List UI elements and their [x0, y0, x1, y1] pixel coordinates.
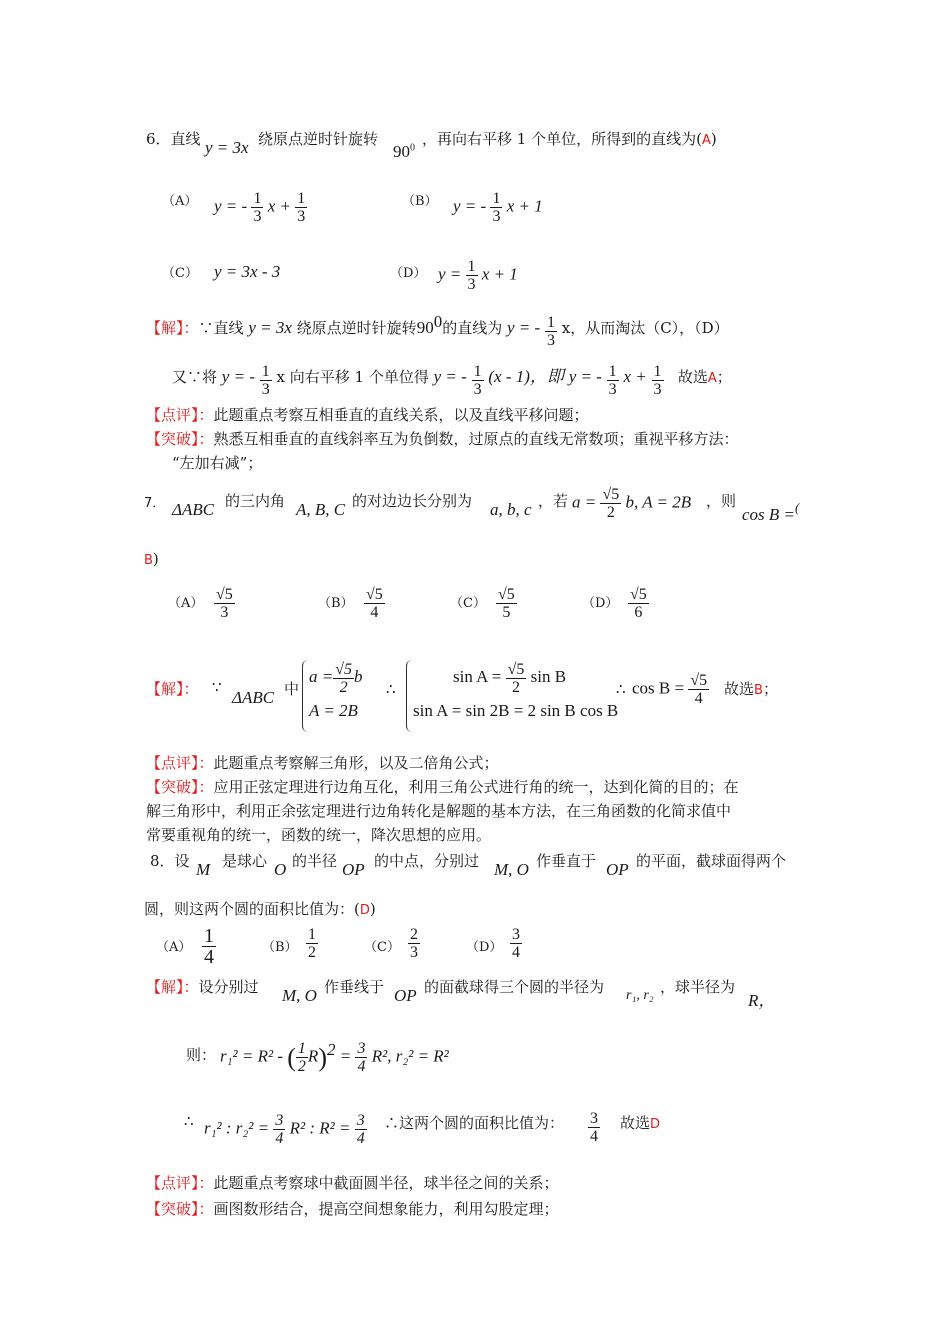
q7-option-d-label: （D） [582, 596, 619, 611]
q6-option-b: y = - $\frac{1}{3}$ x + 1 [453, 190, 543, 225]
q8-option-d: $\frac{3}{4}$ [512, 926, 520, 961]
q7-option-c: $\frac{√5}{5}$ [498, 586, 515, 621]
q8-comment: 【点评】：此题重点考察球中截面圆半径，球半径之间的关系； [146, 1174, 559, 1192]
q6-solution-line1: 【解】：∵直线 y = 3x 绕原点逆时针旋转$90^0$的直线为 y = - $\frac{1}{3}$ x，从而淘汰（C），（D） [146, 312, 729, 349]
q6-option-c: y = 3x - 3 [214, 262, 281, 281]
q7-result: cos B = $\frac{√5}{4}$ [632, 672, 708, 707]
q6-option-c-label: （C） [162, 266, 198, 281]
q8-O: O [274, 860, 287, 879]
q7-therefore: ∴ [386, 680, 396, 698]
q6-angle: $90^0$ [393, 142, 415, 161]
q8-s4: 的中点，分别过 [374, 852, 480, 870]
q7-s3: ，若 [538, 492, 569, 510]
q7-ask: cos B =( [742, 500, 800, 524]
q8-equation-1: r₁² = R² - ( $\frac{1}{2}$ R)$^2$ = $\frac{3}{4}$ R², r₂² = R² [220, 1040, 449, 1076]
q8-sol-s2: 作垂线于 [324, 978, 385, 996]
q7-system-1: a = $\frac{√5}{2}$ b A = 2B [302, 660, 363, 732]
q7-s2: 的对边边长分别为 [352, 492, 473, 510]
q7-option-a-label: （A） [168, 596, 204, 611]
q8-therefore: ∴ [184, 1112, 194, 1130]
q7-option-b: $\frac{√5}{4}$ [366, 586, 383, 621]
q6-stem-text: 直线 [170, 130, 201, 148]
q6-comment: 【点评】：此题重点考察互相垂直的直线关系，以及直线平移问题； [146, 406, 589, 424]
solution-label: 【解】 [146, 319, 184, 337]
q8-conclusion: ∴这两个圆的面积比值为： [384, 1114, 565, 1132]
q7-zhong: 中 [284, 680, 300, 698]
q7-breakthrough: 【突破】：应用正弦定理进行边角互化，利用三角公式进行角的统一，达到化简的目的；在 [146, 778, 739, 796]
q6-number: 6． [146, 130, 171, 148]
q6-stem-2: 绕原点逆时针旋转 [258, 130, 379, 148]
q8-option-a: $\frac{1}{4}$ [204, 925, 214, 968]
q7-because: ∵ [212, 678, 222, 696]
q6-solution-line2: 又∵将 y = - $\frac{1}{3}$ x 向右平移 1 个单位得 y = - $\frac{1}{3}$ (x - 1)，即 y = - $\frac{1}{3}$ x + $\frac{1}{3}$ 故选A； [172, 363, 732, 398]
q8-OP-2: OP [606, 860, 629, 879]
q6-breakthrough: 【突破】：熟悉互相垂直的直线斜率互为负倒数，过原点的直线无常数项；重视平移方法： [146, 430, 739, 448]
q8-sol-MO: M, O [282, 986, 317, 1005]
q8-solution-line1: 【解】：设分别过 [146, 978, 259, 996]
q7-condition: a = $\frac{√5}{2}$ b, A = 2B [572, 486, 692, 521]
q8-option-c: $\frac{2}{3}$ [410, 926, 418, 961]
q7-sol-triangle: ΔABC [232, 688, 275, 707]
q7-s1: 的三内角 [225, 492, 286, 510]
q6-breakthrough-2: “左加右减”； [172, 454, 263, 472]
q8-option-d-label: （D） [466, 940, 503, 955]
q7-angles: A, B, C [296, 500, 346, 519]
q8-MO: M, O [494, 860, 529, 879]
q8-conclusion-frac: $\frac{3}{4}$ [590, 1110, 598, 1145]
q8-M: M [196, 860, 211, 879]
q8-sol-s4: ，球半径为 [660, 978, 736, 996]
q8-then: 则： [186, 1046, 217, 1064]
q8-breakthrough: 【突破】：画图数形结合，提高空间想象能力，利用勾股定理； [146, 1200, 559, 1218]
q8-answer: D [359, 903, 370, 918]
q7-answer: B) [144, 550, 159, 568]
q7-sides: a, b, c [490, 500, 532, 519]
q7-number: 7． [144, 496, 166, 511]
q6-stem-3: ，再向右平移 1 个单位，所得到的直线为(A) [422, 130, 717, 148]
q6-eq: y = 3x [205, 138, 249, 157]
q7-option-b-label: （B） [318, 596, 354, 611]
q8-equation-2: r₁² : r₂² = $\frac{3}{4}$ R² : R² = $\frac{3}{4}$ [204, 1112, 365, 1147]
q6-option-a-label: （A） [162, 194, 198, 209]
q8-sol-r: r₁, r₂ [626, 988, 654, 1003]
q8-s6: 的平面，截球面得两个 [636, 852, 787, 870]
q7-breakthrough-3: 常要重视角的统一，函数的统一，降次思想的应用。 [146, 826, 492, 844]
q6-option-b-label: （B） [402, 194, 438, 209]
q7-therefore-2: ∴ [616, 680, 626, 698]
q6-option-a: y = - $\frac{1}{3}$ x + $\frac{1}{3}$ [214, 190, 306, 225]
q8-pick: 故选D [620, 1114, 661, 1132]
q8-option-b: $\frac{1}{2}$ [308, 926, 316, 961]
q8-option-b-label: （B） [262, 940, 298, 955]
q8-s3: 的半径 [292, 852, 338, 870]
q7-system-2: sin A = $\frac{√5}{2}$ sin B sin A = sin 2B = 2 sin B cos B [406, 660, 618, 732]
q8-sol-R: R， [748, 991, 776, 1010]
q8-sol-s3: 的面截球得三个圆的半径为 [424, 978, 605, 996]
q7-option-c-label: （C） [450, 596, 486, 611]
q7-breakthrough-2: 解三角形中，利用正余弦定理进行边角转化是解题的基本方法，在三角函数的化简求值中 [146, 802, 732, 820]
q7-option-a: $\frac{√5}{3}$ [216, 586, 233, 621]
q6-option-d: y = $\frac{1}{3}$ x + 1 [438, 258, 518, 293]
q6-stem [146, 128, 201, 149]
q7-comment: 【点评】：此题重点考察解三角形，以及二倍角公式； [146, 754, 499, 772]
q6-option-d-label: （D） [390, 266, 427, 281]
q6-answer: A [701, 133, 711, 148]
q7-pick: 故选B； [724, 680, 778, 698]
q7-s4: ，则 [706, 492, 737, 510]
q8-option-a-label: （A） [156, 940, 192, 955]
q8-number: 8．设 [150, 852, 190, 870]
q8-line2: 圆，则这两个圆的面积比值为：(D) [144, 900, 376, 918]
q8-OP: OP [342, 860, 365, 879]
q8-s5: 作垂直于 [536, 852, 597, 870]
q8-option-c-label: （C） [364, 940, 400, 955]
q7-triangle: ΔABC [172, 500, 215, 519]
q7-option-d: $\frac{√5}{6}$ [630, 586, 647, 621]
q8-s2: 是球心 [222, 852, 268, 870]
q7-solution-label: 【解】： [146, 680, 199, 698]
q8-sol-OP: OP [394, 986, 417, 1005]
